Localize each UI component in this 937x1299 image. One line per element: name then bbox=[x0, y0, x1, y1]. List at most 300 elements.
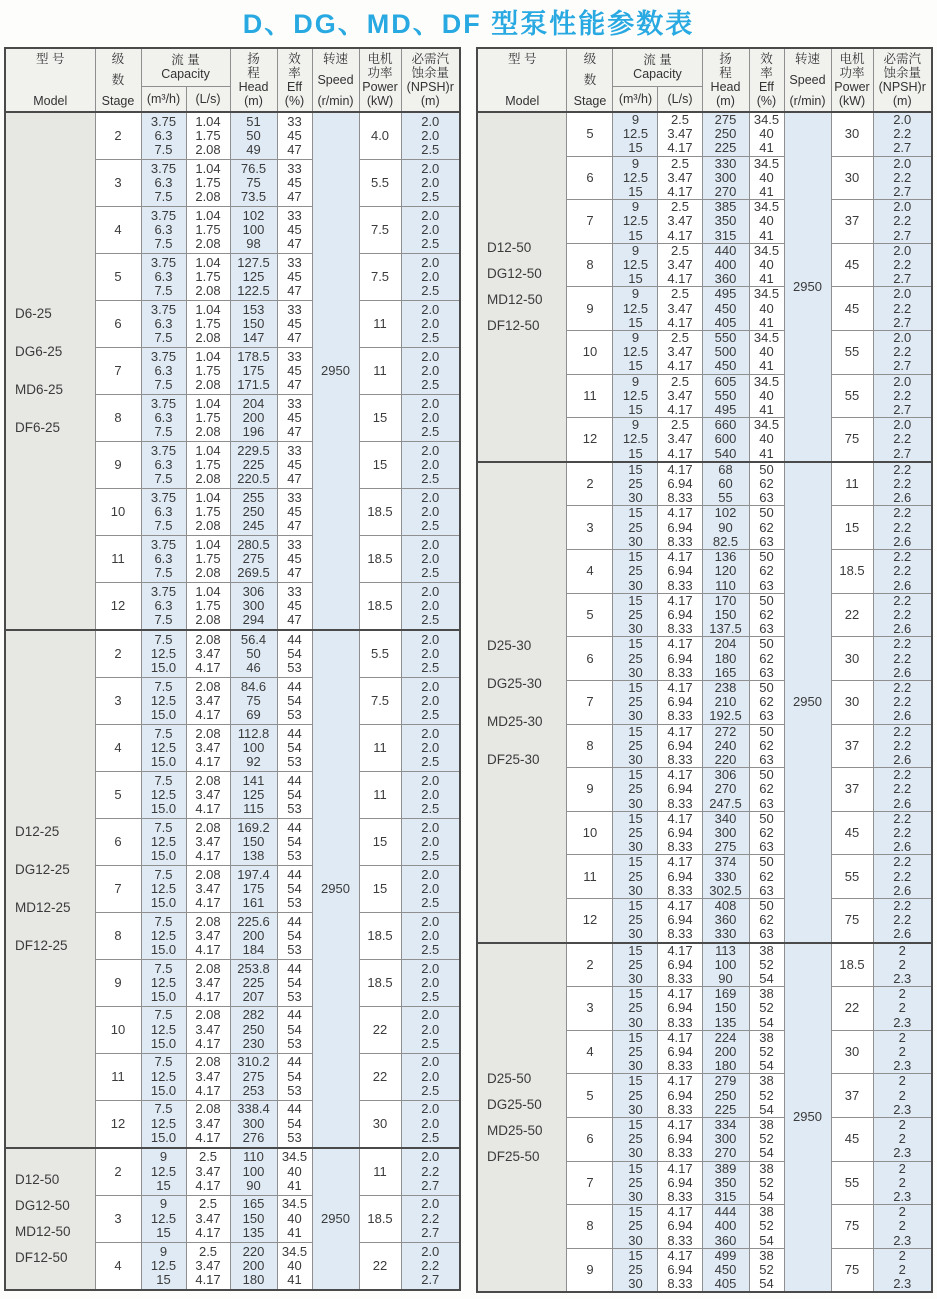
value-line: 175 bbox=[242, 362, 265, 378]
value-line: 7.5 bbox=[154, 330, 173, 346]
stage-cell bbox=[567, 987, 613, 1031]
value-line: 25 bbox=[628, 1218, 643, 1234]
value-line: 3.75 bbox=[150, 113, 177, 129]
value-line: 3.47 bbox=[667, 126, 693, 142]
npsh-cell bbox=[401, 677, 460, 724]
value-line: 75 bbox=[246, 692, 261, 708]
capacity-ls-cell bbox=[658, 1205, 702, 1249]
capacity-ls-cell bbox=[186, 912, 230, 959]
value-line: 2.5 bbox=[670, 330, 690, 346]
value-line: 15 bbox=[628, 810, 643, 826]
value-line: 115 bbox=[243, 800, 264, 816]
value-line: 50 bbox=[759, 592, 774, 608]
value-line: 55 bbox=[718, 490, 733, 506]
table-header bbox=[5, 48, 460, 112]
value-line: 306 bbox=[242, 583, 265, 599]
value-line: 54 bbox=[759, 970, 774, 986]
value-line: 40 bbox=[759, 213, 774, 229]
value-line: 8.33 bbox=[667, 1276, 693, 1292]
value-line: 1.75 bbox=[195, 550, 221, 566]
value-line: 7.5 bbox=[154, 189, 173, 205]
value-line: 62 bbox=[759, 476, 774, 492]
value-line: 169 bbox=[714, 986, 737, 1002]
value-line: 15 bbox=[628, 505, 643, 521]
header-capacity-m3h-label: (m³/h) bbox=[146, 91, 181, 106]
value-line: 2 bbox=[898, 956, 906, 972]
npsh-cell bbox=[401, 488, 460, 535]
head-cell bbox=[230, 771, 277, 818]
value-line: 52 bbox=[759, 1087, 774, 1103]
header-stage-label: 数 bbox=[111, 73, 125, 87]
header-head-label: 扬 bbox=[719, 52, 732, 66]
value-line: 54 bbox=[759, 1101, 774, 1117]
value-line: 12.5 bbox=[622, 126, 649, 142]
value-line: 2.2 bbox=[421, 1257, 440, 1273]
value-line: 38 bbox=[759, 986, 774, 1002]
capacity-ls-cell bbox=[186, 300, 230, 347]
value-line: 275 bbox=[242, 1068, 265, 1084]
capacity-ls-cell bbox=[658, 506, 702, 550]
value-line: 12.5 bbox=[622, 431, 649, 447]
header-head-label: Head bbox=[238, 80, 269, 94]
stage-cell bbox=[95, 253, 141, 300]
value-line: 25 bbox=[628, 476, 643, 492]
value-line: 4.17 bbox=[667, 767, 693, 783]
value-line: 165 bbox=[714, 664, 737, 680]
capacity-m3h-cell bbox=[613, 898, 658, 942]
value-line: 2.08 bbox=[195, 1054, 221, 1070]
header-power-label: Power bbox=[362, 80, 398, 94]
header-speed-label: Speed bbox=[789, 73, 826, 87]
npsh-cell bbox=[401, 253, 460, 300]
value-line: 338.4 bbox=[237, 1101, 270, 1117]
stage-value: 6 bbox=[586, 1131, 594, 1147]
power-value: 18.5 bbox=[367, 503, 393, 519]
stage-value: 3 bbox=[586, 519, 594, 535]
value-line: 3.47 bbox=[195, 739, 221, 755]
value-line: 2.7 bbox=[893, 314, 912, 330]
value-line: 4.17 bbox=[195, 941, 221, 957]
value-line: 8.33 bbox=[667, 490, 693, 506]
value-line: 2.0 bbox=[421, 866, 440, 882]
model-label: D25-50 bbox=[486, 1071, 532, 1087]
eff-cell bbox=[277, 535, 312, 582]
eff-cell bbox=[749, 1030, 784, 1074]
value-line: 294 bbox=[242, 611, 265, 627]
power-value: 18.5 bbox=[367, 1210, 393, 1226]
power-value: 22 bbox=[844, 606, 860, 622]
value-line: 25 bbox=[628, 1044, 643, 1059]
value-line: 6.3 bbox=[154, 409, 173, 425]
npsh-cell bbox=[401, 959, 460, 1006]
capacity-m3h-cell bbox=[141, 253, 186, 300]
value-line: 495 bbox=[714, 286, 737, 302]
model-label: MD25-50 bbox=[486, 1123, 543, 1139]
stage-value: 2 bbox=[586, 476, 594, 492]
value-line: 147 bbox=[242, 330, 265, 346]
stage-value: 6 bbox=[114, 315, 122, 331]
value-line: 2.5 bbox=[670, 199, 690, 215]
stage-value: 4 bbox=[586, 563, 594, 579]
value-line: 47 bbox=[287, 424, 302, 440]
value-line: 207 bbox=[242, 988, 265, 1004]
power-value: 45 bbox=[844, 257, 860, 273]
value-line: 47 bbox=[287, 471, 302, 487]
speed-value: 2950 bbox=[321, 362, 350, 378]
value-line: 6.3 bbox=[154, 362, 173, 378]
value-line: 30 bbox=[628, 621, 643, 637]
value-line: 2.0 bbox=[421, 221, 440, 237]
capacity-ls-cell bbox=[186, 1100, 230, 1148]
value-line: 2.6 bbox=[893, 621, 912, 637]
value-line: 44 bbox=[287, 772, 302, 788]
stage-value: 5 bbox=[114, 268, 122, 284]
eff-cell bbox=[749, 855, 784, 899]
value-line: 4.17 bbox=[667, 445, 693, 461]
value-line: 53 bbox=[287, 988, 302, 1004]
head-cell bbox=[702, 506, 749, 550]
value-line: 62 bbox=[759, 824, 774, 840]
capacity-ls-cell bbox=[186, 818, 230, 865]
capacity-m3h-cell bbox=[613, 637, 658, 681]
value-line: 1.04 bbox=[195, 442, 221, 458]
value-line: 330 bbox=[714, 926, 737, 942]
capacity-m3h-cell bbox=[141, 865, 186, 912]
value-line: 1.75 bbox=[195, 268, 221, 284]
value-line: 2.7 bbox=[421, 1224, 440, 1240]
stage-value: 7 bbox=[114, 362, 122, 378]
power-cell bbox=[831, 331, 873, 375]
value-line: 40 bbox=[759, 257, 774, 273]
power-cell bbox=[831, 1030, 873, 1074]
value-line: 180 bbox=[714, 1058, 737, 1074]
stage-value: 9 bbox=[114, 456, 122, 472]
eff-cell bbox=[749, 898, 784, 942]
head-cell bbox=[702, 943, 749, 987]
stage-cell bbox=[567, 462, 613, 506]
value-line: 45 bbox=[287, 127, 302, 143]
value-line: 73.5 bbox=[240, 189, 267, 205]
value-line: 2.0 bbox=[421, 207, 440, 223]
stage-value: 7 bbox=[586, 213, 594, 229]
value-line: 3.47 bbox=[667, 169, 693, 185]
eff-cell bbox=[749, 374, 784, 418]
value-line: 50 bbox=[759, 636, 774, 652]
header-capacity-label: Capacity bbox=[161, 67, 210, 82]
power-value: 37 bbox=[844, 737, 860, 753]
value-line: 15 bbox=[628, 679, 643, 695]
value-line: 282 bbox=[242, 1007, 265, 1023]
npsh-cell bbox=[873, 680, 932, 724]
eff-cell bbox=[277, 253, 312, 300]
head-cell bbox=[702, 156, 749, 200]
value-line: 3.47 bbox=[667, 387, 693, 403]
value-line: 300 bbox=[714, 824, 737, 840]
value-line: 2 bbox=[898, 1247, 906, 1263]
stage-cell bbox=[567, 418, 613, 462]
capacity-ls-cell bbox=[658, 1118, 702, 1162]
value-line: 15 bbox=[628, 1073, 643, 1089]
value-line: 63 bbox=[759, 533, 774, 549]
stage-value: 9 bbox=[586, 1262, 594, 1278]
value-line: 450 bbox=[714, 300, 737, 316]
value-line: 62 bbox=[759, 912, 774, 928]
value-line: 6.3 bbox=[154, 503, 173, 519]
value-line: 34.5 bbox=[753, 417, 780, 433]
capacity-m3h-cell bbox=[141, 207, 186, 254]
header-model-label: 型 号 bbox=[507, 52, 537, 66]
value-line: 3.47 bbox=[195, 1068, 221, 1084]
value-line: 2.0 bbox=[893, 199, 912, 215]
header-speed-label: 转速 bbox=[794, 52, 820, 66]
head-cell bbox=[702, 593, 749, 637]
header-eff-label: 效 bbox=[760, 52, 773, 66]
power-cell bbox=[359, 1053, 401, 1100]
capacity-ls-cell bbox=[186, 1242, 230, 1290]
value-line: 2.6 bbox=[893, 751, 912, 767]
value-line: 2.08 bbox=[195, 913, 221, 929]
header-speed-label: Speed bbox=[317, 73, 354, 87]
value-line: 2.5 bbox=[421, 142, 440, 158]
value-line: 2 bbox=[898, 1174, 906, 1190]
value-line: 8.33 bbox=[667, 839, 693, 855]
value-line: 25 bbox=[628, 606, 643, 622]
value-line: 4.17 bbox=[667, 1029, 693, 1045]
capacity-ls-cell bbox=[658, 768, 702, 812]
value-line: 41 bbox=[759, 314, 774, 330]
header-capacity-ls bbox=[658, 86, 702, 112]
value-line: 7.5 bbox=[154, 518, 173, 533]
model-label: DG25-50 bbox=[486, 1097, 542, 1113]
value-line: 50 bbox=[759, 854, 774, 870]
value-line: 47 bbox=[287, 377, 302, 393]
capacity-ls-cell bbox=[186, 394, 230, 441]
value-line: 2.0 bbox=[893, 373, 912, 389]
value-line: 4.17 bbox=[667, 1117, 693, 1133]
value-line: 127.5 bbox=[237, 254, 270, 270]
model-label: DF25-30 bbox=[486, 751, 540, 767]
value-line: 9 bbox=[159, 1243, 168, 1259]
eff-cell bbox=[749, 156, 784, 200]
value-line: 389 bbox=[714, 1160, 737, 1176]
npsh-cell bbox=[401, 441, 460, 488]
value-line: 12.5 bbox=[622, 213, 649, 229]
capacity-m3h-cell bbox=[613, 680, 658, 724]
value-line: 2 bbox=[898, 1029, 906, 1045]
eff-cell bbox=[277, 394, 312, 441]
value-line: 440 bbox=[714, 242, 737, 258]
value-line: 302.5 bbox=[709, 882, 742, 898]
value-line: 4.17 bbox=[195, 988, 221, 1004]
power-value: 11 bbox=[845, 476, 859, 492]
value-line: 225.6 bbox=[237, 913, 270, 929]
head-cell bbox=[230, 394, 277, 441]
stage-value: 3 bbox=[586, 1000, 594, 1016]
value-line: 2.7 bbox=[421, 1271, 440, 1287]
head-cell bbox=[702, 680, 749, 724]
power-value: 30 bbox=[844, 650, 860, 666]
eff-cell bbox=[277, 1148, 312, 1196]
value-line: 192.5 bbox=[709, 708, 742, 724]
value-line: 25 bbox=[628, 1000, 643, 1016]
value-line: 44 bbox=[287, 960, 302, 976]
value-line: 50 bbox=[759, 810, 774, 826]
value-line: 2.5 bbox=[670, 242, 690, 258]
value-line: 2.5 bbox=[421, 1035, 440, 1051]
value-line: 2.2 bbox=[421, 1210, 440, 1226]
value-line: 4.17 bbox=[195, 847, 221, 863]
stage-cell bbox=[95, 535, 141, 582]
stage-cell bbox=[95, 724, 141, 771]
head-cell bbox=[702, 855, 749, 899]
header-capacity-ls-label: (L/s) bbox=[667, 91, 693, 106]
npsh-cell bbox=[401, 347, 460, 394]
value-line: 4.17 bbox=[667, 314, 693, 330]
value-line: 315 bbox=[714, 1189, 737, 1205]
head-cell bbox=[702, 550, 749, 594]
value-line: 47 bbox=[287, 283, 302, 299]
stage-value: 4 bbox=[586, 1044, 594, 1059]
value-line: 6.94 bbox=[667, 1218, 693, 1234]
value-line: 180 bbox=[714, 650, 737, 666]
header-capacity-ls-label: (L/s) bbox=[195, 91, 221, 106]
value-line: 30 bbox=[628, 664, 643, 680]
value-line: 76.5 bbox=[240, 160, 267, 176]
capacity-ls-cell bbox=[186, 535, 230, 582]
npsh-cell bbox=[873, 855, 932, 899]
model-label: DG12-50 bbox=[486, 266, 542, 282]
value-line: 15 bbox=[628, 461, 643, 477]
value-line: 33 bbox=[287, 113, 302, 129]
value-line: 1.04 bbox=[195, 536, 221, 552]
header-capacity-label: 流 量 bbox=[643, 53, 672, 68]
power-cell bbox=[359, 253, 401, 300]
capacity-m3h-cell bbox=[613, 1161, 658, 1205]
value-line: 3.47 bbox=[195, 833, 221, 849]
value-line: 54 bbox=[759, 1058, 774, 1074]
value-line: 6.3 bbox=[154, 456, 173, 472]
value-line: 2 bbox=[898, 1160, 906, 1176]
value-line: 25 bbox=[628, 694, 643, 710]
value-line: 2.08 bbox=[195, 819, 221, 835]
header-head-label: Head bbox=[710, 80, 741, 94]
npsh-cell bbox=[401, 112, 460, 160]
power-value: 18.5 bbox=[367, 974, 393, 990]
stage-value: 7 bbox=[114, 880, 122, 896]
value-line: 8.33 bbox=[667, 1014, 693, 1030]
capacity-m3h-cell bbox=[141, 1100, 186, 1148]
head-cell bbox=[230, 724, 277, 771]
value-line: 1.04 bbox=[195, 583, 221, 599]
power-value: 45 bbox=[844, 1131, 860, 1147]
value-line: 204 bbox=[714, 636, 737, 652]
value-line: 2.3 bbox=[893, 1058, 912, 1074]
value-line: 6.94 bbox=[667, 912, 693, 928]
header-npsh-label: 蚀余量 bbox=[411, 66, 450, 80]
value-line: 2.0 bbox=[421, 268, 440, 284]
npsh-cell bbox=[401, 912, 460, 959]
value-line: 40 bbox=[759, 431, 774, 447]
value-line: 2.0 bbox=[421, 739, 440, 755]
eff-cell bbox=[749, 506, 784, 550]
value-line: 38 bbox=[759, 1117, 774, 1133]
value-line: 253.8 bbox=[237, 960, 270, 976]
power-value: 22 bbox=[372, 1021, 388, 1037]
table-body bbox=[477, 112, 932, 1292]
stage-value: 2 bbox=[114, 127, 122, 143]
value-line: 2.08 bbox=[195, 631, 221, 647]
value-line: 4.17 bbox=[667, 461, 693, 477]
value-line: 1.04 bbox=[195, 254, 221, 270]
value-line: 315 bbox=[714, 227, 737, 243]
power-cell bbox=[831, 1161, 873, 1205]
header-npsh bbox=[401, 48, 460, 112]
stage-cell bbox=[567, 855, 613, 899]
value-line: 197.4 bbox=[237, 866, 270, 882]
power-value: 5.5 bbox=[370, 645, 390, 661]
value-line: 2.5 bbox=[421, 518, 440, 533]
eff-cell bbox=[749, 724, 784, 768]
value-line: 3.75 bbox=[150, 207, 177, 223]
value-line: 44 bbox=[287, 631, 302, 647]
stage-value: 7 bbox=[586, 694, 594, 710]
eff-cell bbox=[277, 1006, 312, 1053]
value-line: 269.5 bbox=[237, 564, 270, 580]
value-line: 2.2 bbox=[893, 650, 912, 666]
stage-cell bbox=[95, 300, 141, 347]
head-cell bbox=[230, 253, 277, 300]
stage-value: 6 bbox=[586, 650, 594, 666]
value-line: 2.2 bbox=[893, 505, 912, 521]
value-line: 110 bbox=[715, 577, 736, 593]
value-line: 6.94 bbox=[667, 1262, 693, 1278]
power-cell bbox=[831, 855, 873, 899]
capacity-m3h-cell bbox=[141, 818, 186, 865]
value-line: 2.7 bbox=[893, 271, 912, 287]
value-line: 2.6 bbox=[893, 839, 912, 855]
eff-cell bbox=[749, 112, 784, 156]
value-line: 34.5 bbox=[753, 373, 780, 389]
header-power-label: 电机 bbox=[367, 52, 393, 66]
value-line: 275 bbox=[242, 550, 265, 566]
value-line: 4.17 bbox=[667, 358, 693, 374]
stage-value: 3 bbox=[114, 692, 122, 708]
value-line: 2.08 bbox=[195, 283, 221, 299]
page-title: D、DG、MD、DF 型泵性能参数表 bbox=[242, 9, 695, 39]
stage-cell bbox=[567, 331, 613, 375]
value-line: 15 bbox=[628, 854, 643, 870]
power-value: 37 bbox=[844, 781, 860, 797]
value-line: 7.5 bbox=[154, 611, 173, 627]
header-capacity-label: Capacity bbox=[633, 67, 682, 82]
power-cell bbox=[359, 488, 401, 535]
npsh-cell bbox=[873, 418, 932, 462]
value-line: 8.33 bbox=[667, 1145, 693, 1161]
value-line: 2.0 bbox=[421, 1101, 440, 1117]
power-value: 18.5 bbox=[839, 956, 865, 972]
capacity-ls-cell bbox=[658, 243, 702, 287]
value-line: 2.6 bbox=[893, 490, 912, 506]
header-speed bbox=[312, 48, 359, 112]
eff-cell bbox=[749, 987, 784, 1031]
value-line: 2.5 bbox=[421, 564, 440, 580]
npsh-cell bbox=[873, 987, 932, 1031]
eff-cell bbox=[749, 593, 784, 637]
value-line: 4.17 bbox=[195, 1035, 221, 1051]
value-line: 169.2 bbox=[237, 819, 270, 835]
model-label: DF6-25 bbox=[15, 420, 61, 436]
value-line: 2.08 bbox=[195, 189, 221, 205]
